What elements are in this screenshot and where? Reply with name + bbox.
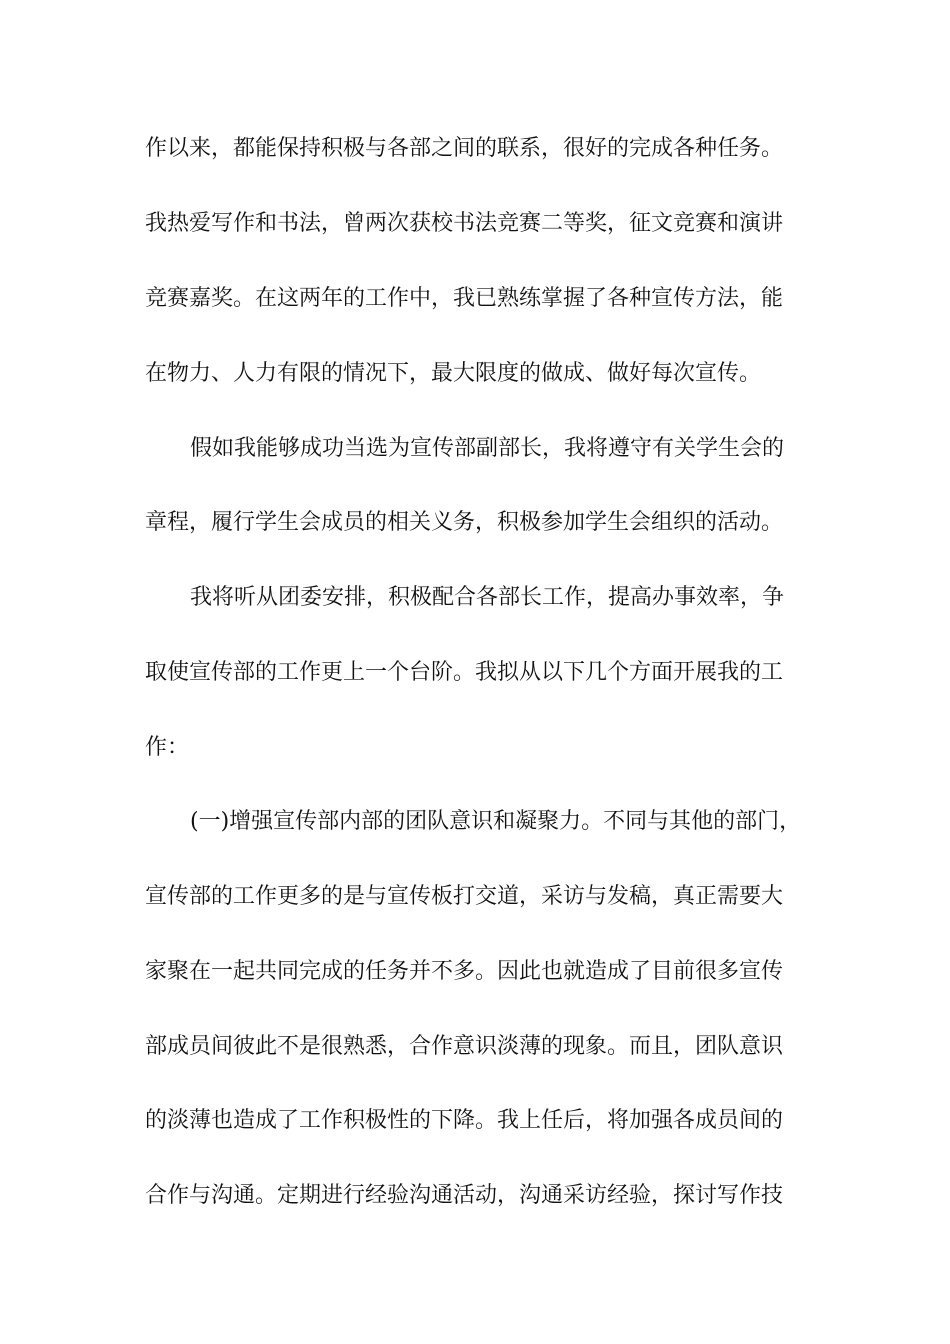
text-line: 宣传部的工作更多的是与宣传板打交道，采访与发稿，真正需要大 bbox=[145, 884, 784, 909]
text-line: 合作与沟通。定期进行经验沟通活动，沟通采访经验，探讨写作技 bbox=[145, 1183, 784, 1208]
text-line: 章程，履行学生会成员的相关义务，积极参加学生会组织的活动。 bbox=[145, 510, 784, 535]
text-line: 部成员间彼此不是很熟悉，合作意识淡薄的现象。而且，团队意识 bbox=[145, 1034, 784, 1059]
text-line: 取使宣传部的工作更上一个台阶。我拟从以下几个方面开展我的工 bbox=[145, 660, 784, 685]
text-line: 我热爱写作和书法，曾两次获校书法竞赛二等奖，征文竞赛和演讲 bbox=[145, 211, 784, 236]
text-line: 竞赛嘉奖。在这两年的工作中，我已熟练掌握了各种宣传方法，能 bbox=[145, 286, 784, 311]
text-line-indented: 假如我能够成功当选为宣传部副部长，我将遵守有关学生会的 bbox=[190, 436, 785, 461]
text-line-indented: 我将听从团委安排，积极配合各部长工作，提高办事效率，争 bbox=[190, 585, 785, 610]
text-line: 家聚在一起共同完成的任务并不多。因此也就造成了目前很多宣传 bbox=[145, 959, 784, 984]
text-line-indented: (一)增强宣传部内部的团队意识和凝聚力。不同与其他的部门， bbox=[190, 809, 802, 834]
text-line: 作： bbox=[145, 735, 190, 760]
text-line: 的淡薄也造成了工作积极性的下降。我上任后，将加强各成员间的 bbox=[145, 1108, 784, 1133]
text-line: 在物力、人力有限的情况下，最大限度的做成、做好每次宣传。 bbox=[145, 361, 762, 386]
text-line: 作以来，都能保持积极与各部之间的联系，很好的完成各种任务。 bbox=[145, 136, 784, 161]
